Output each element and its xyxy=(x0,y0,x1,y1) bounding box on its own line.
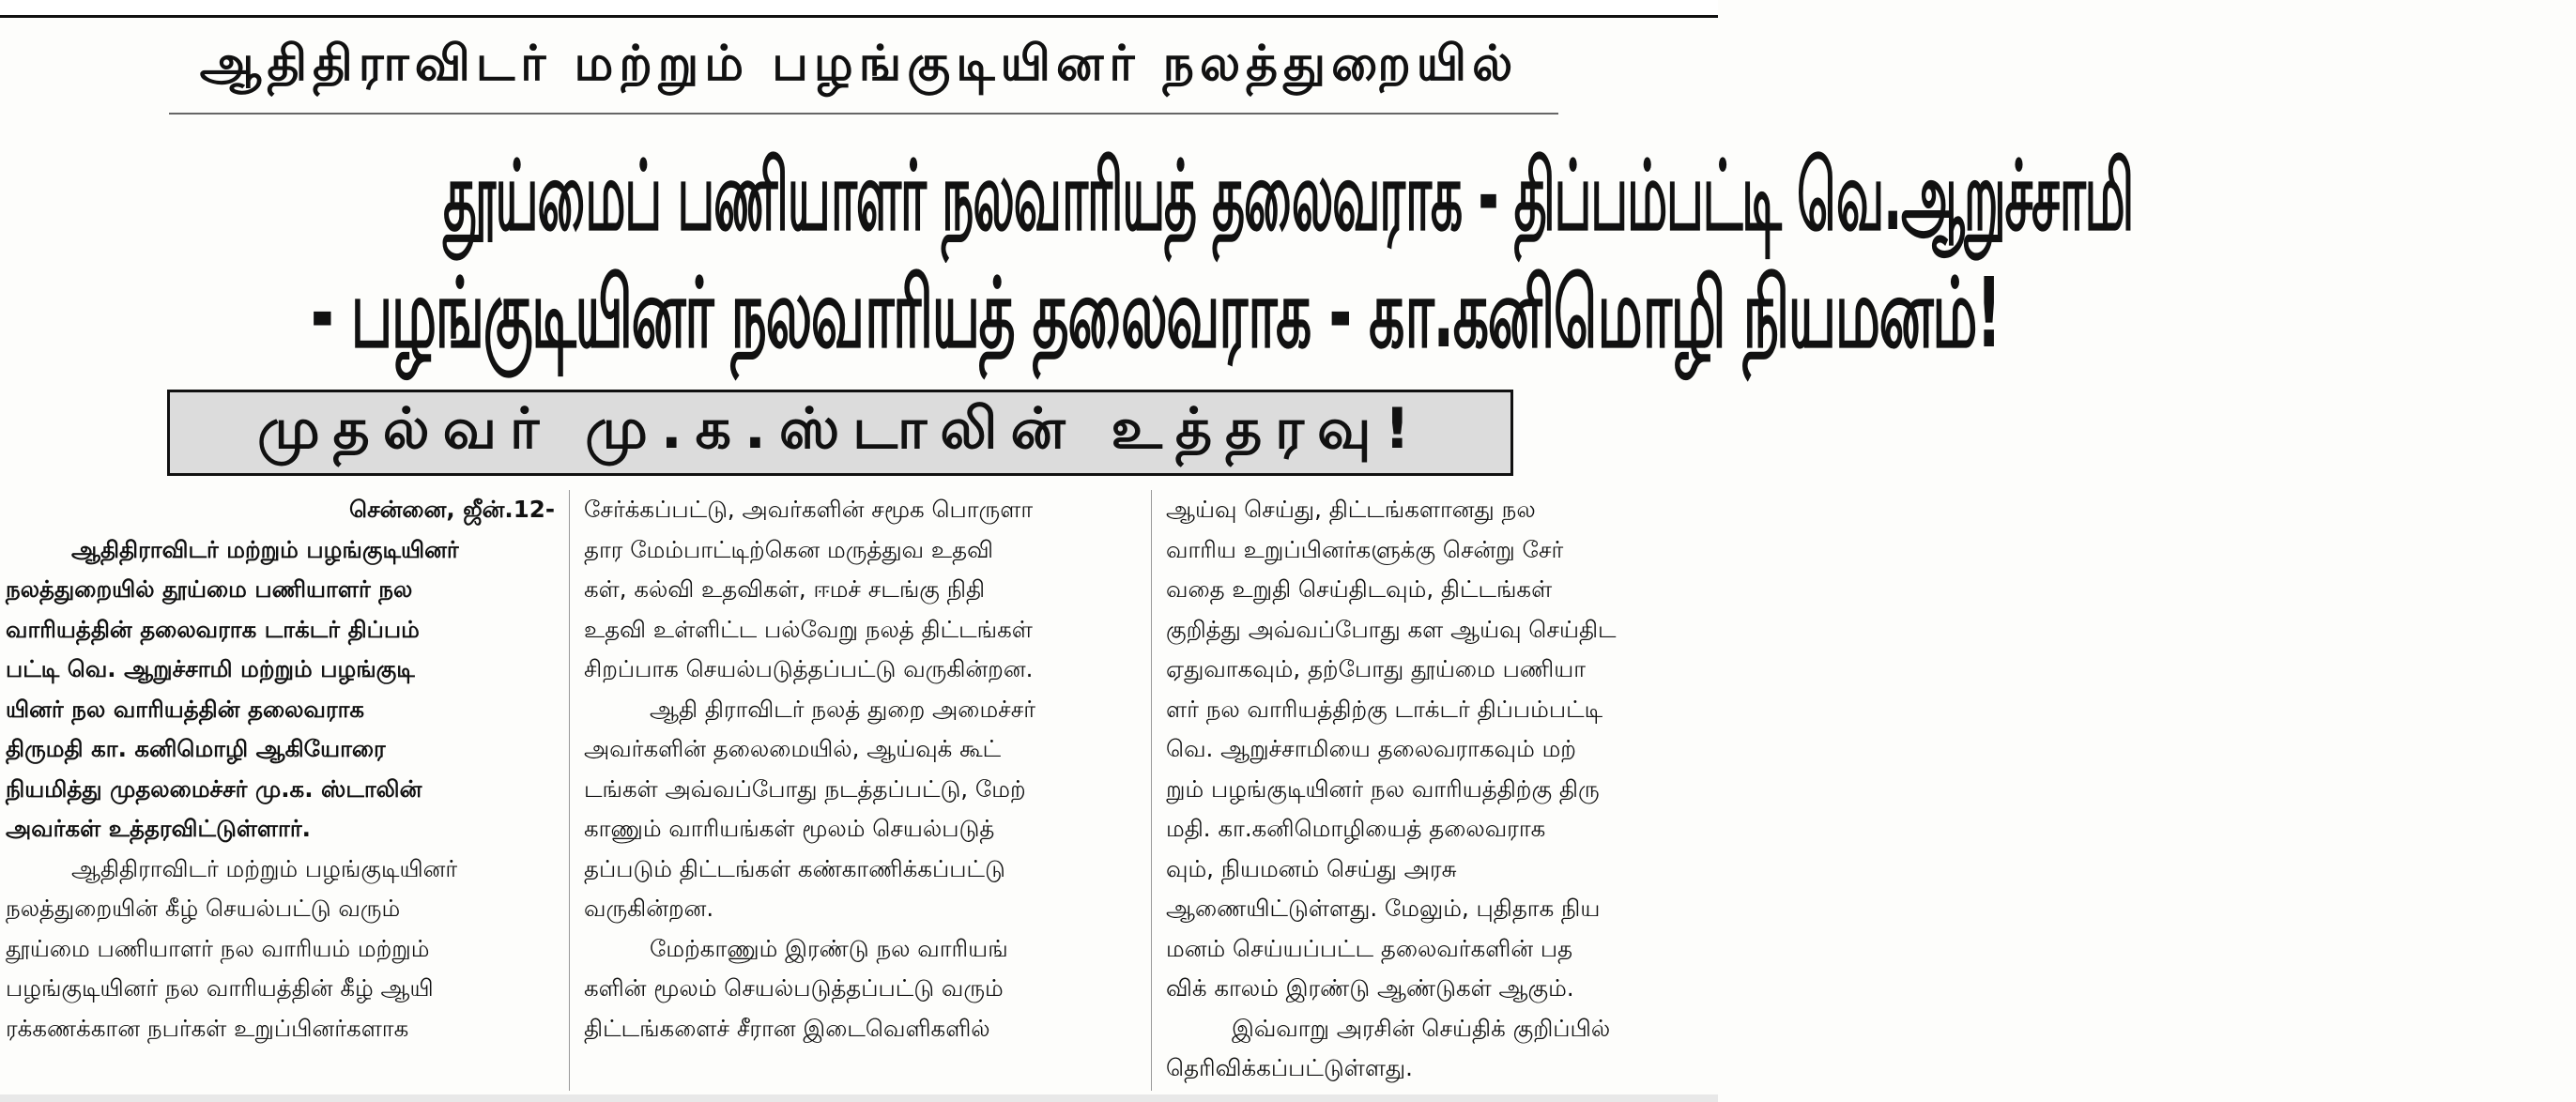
lead-line: ஆதிதிராவிடர் மற்றும் பழங்குடியினர் xyxy=(71,535,459,563)
headline-line-2: - பழங்குடியினர் நலவாரியத் தலைவராக - கா.கனிமொழி நியமனம்! xyxy=(310,258,2001,370)
body-line: ஆணையிட்டுள்ளது. மேலும், புதிதாக நிய xyxy=(1166,895,1601,922)
kicker-headline: ஆதிதிராவிடர் மற்றும் பழங்குடியினர் நலத்துறையில் xyxy=(199,36,1519,92)
lead-line: பட்டி வெ. ஆறுச்சாமி மற்றும் பழங்குடி xyxy=(6,655,415,682)
body-line: தெரிவிக்கப்பட்டுள்ளது. xyxy=(1166,1054,1413,1081)
body-line: ஆய்வு செய்து, திட்டங்களானது நல xyxy=(1166,496,1536,523)
body-line: உதவி உள்ளிட்ட பல்வேறு நலத் திட்டங்கள் xyxy=(584,615,1033,643)
body-line: ளர் நல வாரியத்திற்கு டாக்டர் திப்பம்பட்டி xyxy=(1166,695,1603,723)
column-divider xyxy=(569,490,570,1091)
body-line: குறித்து அவ்வப்போது கள ஆய்வு செய்திட xyxy=(1166,615,1617,643)
body-line: ஏதுவாகவும், தற்போது தூய்மை பணியா xyxy=(1166,655,1587,682)
body-line: கள், கல்வி உதவிகள், ஈமச் சடங்கு நிதி xyxy=(584,575,986,603)
body-line: ரக்கணக்கான நபர்கள் உறுப்பினர்களாக xyxy=(6,1014,409,1042)
lead-line: நியமித்து முதலமைச்சர் மு.க. ஸ்டாலின் xyxy=(6,774,422,803)
dateline: சென்னை, ஜீன்.12- xyxy=(349,496,555,523)
body-line: அவர்களின் தலைமையில், ஆய்வுக் கூட் xyxy=(584,735,1002,762)
body-line: டங்கள் அவ்வப்போது நடத்தப்பட்டு, மேற் xyxy=(584,774,1026,803)
body-line: வெ. ஆறுச்சாமியை தலைவராகவும் மற் xyxy=(1166,735,1576,762)
body-line: களின் மூலம் செயல்படுத்தப்பட்டு வரும் xyxy=(584,974,1004,1002)
body-line: றும் பழங்குடியினர் நல வாரியத்திற்கு திரு xyxy=(1166,774,1600,803)
body-line: வருகின்றன. xyxy=(584,895,714,922)
lead-line: திருமதி கா. கனிமொழி ஆகியோரை xyxy=(6,735,386,762)
kicker-divider xyxy=(169,113,1558,115)
body-line: மனம் செய்யப்பட்ட தலைவர்களின் பத xyxy=(1166,934,1573,962)
article-column-1 xyxy=(6,490,555,1091)
body-line: விக் காலம் இரண்டு ஆண்டுகள் ஆகும். xyxy=(1166,974,1574,1002)
body-line: சிறப்பாக செயல்படுத்தப்பட்டு வருகின்றன. xyxy=(584,655,1034,682)
article-column-3 xyxy=(1166,490,1715,1091)
body-line: வதை உறுதி செய்திடவும், திட்டங்கள் xyxy=(1166,575,1553,603)
body-line: வாரிய உறுப்பினர்களுக்கு சென்று சேர் xyxy=(1166,535,1564,563)
body-line: காணும் வாரியங்கள் மூலம் செயல்படுத் xyxy=(584,815,995,842)
body-line: மேற்காணும் இரண்டு நல வாரியங் xyxy=(650,934,1008,962)
body-line: பழங்குடியினர் நல வாரியத்தின் கீழ் ஆயி xyxy=(6,974,434,1002)
subheadline: முதல்வர் மு.க.ஸ்டாலின் உத்தரவு! xyxy=(257,396,1423,462)
body-line: இவ்வாறு அரசின் செய்திக் குறிப்பில் xyxy=(1232,1014,1611,1042)
column-divider xyxy=(1151,490,1152,1091)
body-line: நலத்துறையின் கீழ் செயல்பட்டு வரும் xyxy=(6,895,401,922)
lead-line: யினர் நல வாரியத்தின் தலைவராக xyxy=(6,695,365,723)
body-line: தப்படும் திட்டங்கள் கண்காணிக்கப்பட்டு xyxy=(584,854,1005,882)
body-line: திட்டங்களைச் சீரான இடைவெளிகளில் xyxy=(584,1014,990,1042)
body-line: தூய்மை பணியாளர் நல வாரியம் மற்றும் xyxy=(6,934,430,962)
top-border xyxy=(0,0,1718,18)
headline-line-1: தூய்மைப் பணியாளர் நலவாரியத் தலைவராக - திப்பம்பட்டி வெ.ஆறுச்சாமி xyxy=(443,141,2134,253)
lead-line: அவர்கள் உத்தரவிட்டுள்ளார். xyxy=(6,815,311,842)
body-line: வும், நியமனம் செய்து அரசு xyxy=(1166,854,1457,882)
subheadline-box xyxy=(167,390,1513,476)
body-line: சேர்க்கப்பட்டு, அவர்களின் சமூக பொருளா xyxy=(584,496,1034,523)
lead-line: நலத்துறையில் தூய்மை பணியாளர் நல xyxy=(6,575,413,603)
body-line: ஆதி திராவிடர் நலத் துறை அமைச்சர் xyxy=(650,695,1036,723)
body-line: ஆதிதிராவிடர் மற்றும் பழங்குடியினர் xyxy=(71,854,458,882)
lead-line: வாரியத்தின் தலைவராக டாக்டர் திப்பம் xyxy=(6,615,420,643)
article-column-2 xyxy=(584,490,1138,1091)
body-line: மதி. கா.கனிமொழியைத் தலைவராக xyxy=(1166,815,1546,842)
bottom-border xyxy=(0,1094,1718,1102)
body-line: தார மேம்பாட்டிற்கென மருத்துவ உதவி xyxy=(584,535,993,563)
